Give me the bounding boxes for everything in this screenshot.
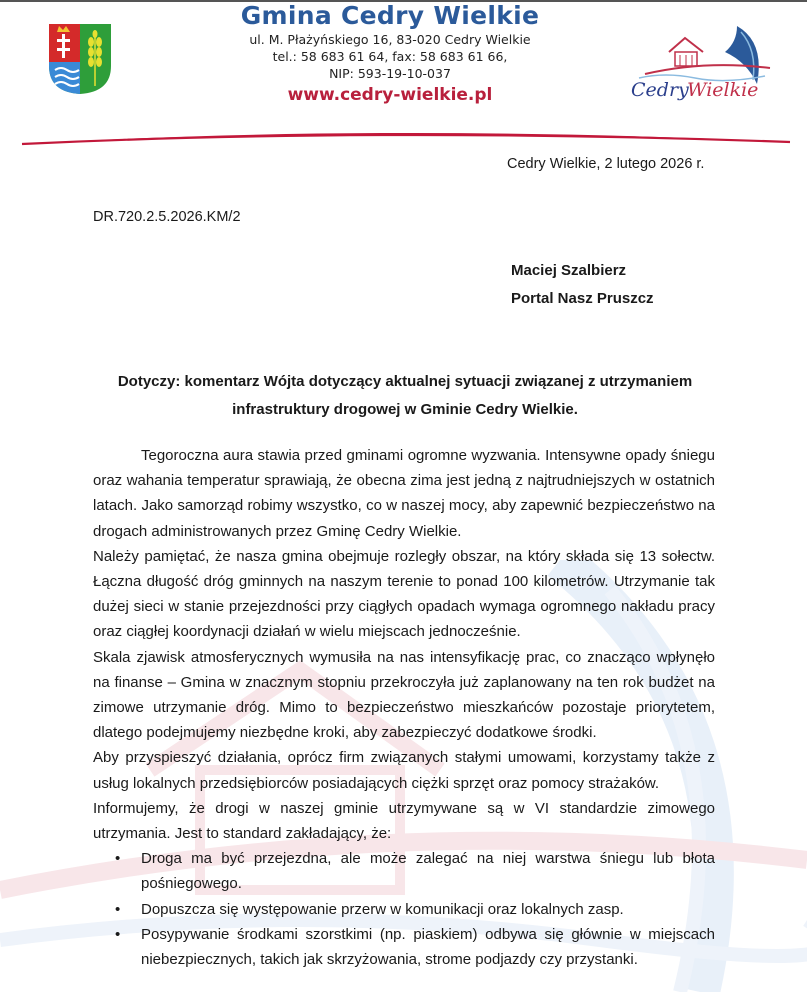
place-date: Cedry Wielkie, 2 lutego 2026 r. [507,156,705,172]
list-item [115,846,715,896]
letterhead [200,0,580,105]
website-link[interactable]: www.cedry-wielkie.pl [287,85,493,105]
phone-fax: tel.: 58 683 61 64, fax: 58 683 61 66, [272,49,508,64]
subject-line-1: Dotyczy: komentarz Wójta dotyczący aktualnej sytuacji związanej z utrzymaniem [117,373,693,390]
address: ul. M. Płażyńskiego 16, 83-020 Cedry Wielkie [249,32,531,47]
header-divider-swoosh [0,118,807,148]
recipient-block [511,257,654,313]
logo-text-cedry: Cedry [631,79,689,101]
list-item [115,897,715,922]
letter-body [93,443,715,972]
bullet-icon: • [115,850,121,868]
list-item [115,922,715,972]
recipient-name: Maciej Szalbierz [511,262,627,279]
standard-list [93,846,715,972]
paragraph: Tegoroczna aura stawia przed gminami ogromne wyzwania. Intensywne opady śniegu oraz wahania temperatur sprawiają, że obecna zima jest jedną z najtrudniejszych w ostatnich latach. Jako samorząd robimy wszystko, co w naszej mocy, aby zapewnić bezpieczeństwo na drogach administrowanych przez Gminę Cedry Wielkie. [93,447,715,540]
subject [100,368,710,424]
paragraph: Informujemy, że drogi w naszej gminie utrzymywane są w VI standardzie zimowego utrzymania. Jest to standard zakładający, że: [93,799,715,843]
cedry-wielkie-logo-icon [625,22,780,102]
nip: NIP: 593-19-10-037 [329,66,451,81]
bullet-icon: • [115,900,121,918]
list-item-text: Dopuszcza się występowanie przerw w komunikacji oraz lokalnych zasp. [141,900,624,918]
reference-number: DR.720.2.5.2026.KM/2 [93,209,241,225]
logo-text-wielkie: Wielkie [687,79,759,101]
list-item-text: Droga ma być przejezdna, ale może zalegać na niej warstwa śniegu lub błota pośniegowego. [141,850,715,893]
organization-name: Gmina Cedry Wielkie [240,1,540,30]
paragraph: Skala zjawisk atmosferycznych wymusiła na nas intensyfikację prac, co znacząco wpłynęło na finanse – Gmina w znacznym stopniu przekroczyła już zaplanowany na ten rok budżet na zimowe utrzymanie dróg. Mimo to bezpieczeństwo mieszkańców pozostaje priorytetem, dlatego podejmujemy niezbędne kroki, aby zabezpieczyć dodatkowe środki. [93,648,715,742]
paragraph: Należy pamiętać, że nasza gmina obejmuje rozległy obszar, na który składa się 13 sołectw. Łączna długość dróg gminnych na naszym terenie to ponad 100 kilometrów. Utrzymanie tak dużej sieci w stanie przejezdności przy ciągłych opadach wymaga ogromnego nakładu pracy oraz ciągłej koordynacji działań w wielu miejscach jednocześnie. [93,547,715,641]
paragraph: Aby przyspieszyć działania, oprócz firm związanych stałymi umowami, korzystamy także z usług lokalnych przedsiębiorców posiadających ciężki sprzęt oraz pomocy strażaków. [93,749,715,792]
subject-line-2: infrastruktury drogowej w Gminie Cedry Wielkie. [232,401,578,418]
bullet-icon: • [115,925,121,943]
recipient-organization: Portal Nasz Pruszcz [511,290,654,307]
coat-of-arms-icon [47,22,113,96]
list-item-text: Posypywanie środkami szorstkimi (np. piaskiem) odbywa się głównie w miejscach niebezpiecznych, takich jak skrzyżowania, strome podjazdy czy przystanki. [141,925,715,969]
